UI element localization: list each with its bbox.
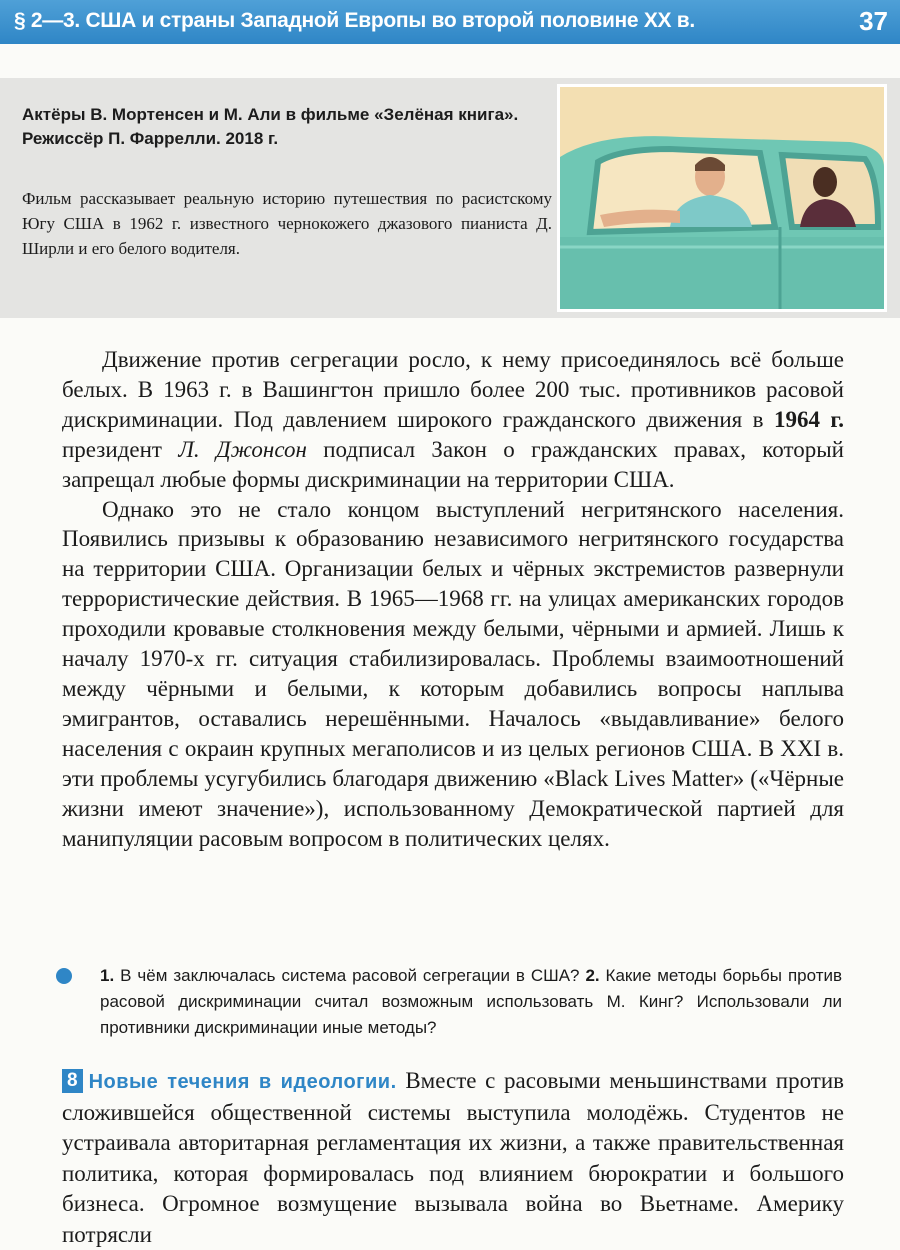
- section-number-badge: 8: [62, 1069, 83, 1093]
- film-still-illustration: [560, 87, 884, 309]
- paragraph1-text-3: подписал Закон о гражданских правах, который запрещал любые формы дискриминации на территории США.: [62, 436, 844, 492]
- chapter-title: § 2—3. США и страны Западной Европы во второй половине XX в.: [14, 9, 695, 32]
- questions-text: [100, 963, 842, 1041]
- page-number: 37: [859, 6, 888, 36]
- question-1-text: В чём заключалась система расовой сегрегации в США?: [114, 966, 586, 985]
- page-header: [0, 0, 900, 44]
- highlighted-year: 1964 г.: [773, 406, 844, 432]
- question-2-number: 2.: [585, 966, 600, 985]
- paragraph1-text: Движение против сегрегации росло, к нему присоединялось всё больше белых. В 1963 г. в Вашингтон пришло более 200 тыс. противников расовой дискриминации. Под давлением широкого гражданского движения в: [62, 347, 844, 432]
- paragraph1-text-2: президент: [62, 436, 179, 462]
- question-1-number: 1.: [100, 966, 115, 985]
- section-8: [62, 1066, 844, 1250]
- highlighted-person: Л. Джонсон: [178, 436, 307, 462]
- paragraph-extremism: Однако это не стало концом выступлений негритянского населения. Появились призывы к образованию независимого негритянского государства на территории США. Организации белых и чёрных экстремистов развернули террористические действия. В 1965—1968 гг. на улицах американских городов проходили кровавые столкновения между белыми, чёрными и армией. Лишь к началу 1970-х гг. ситуация стабилизировалась. Проблемы взаимоотношений между чёрными и белыми, к которым добавились вопросы наплыва эмигрантов, оставались нерешёнными. Началось «выдавливание» белого населения с окраин крупных мегаполисов и из целых регионов США. В XXI в. эти проблемы усугубились благодаря движению «Black Lives Matter» («Чёрные жизни имеют значение»), использованному Демократической партией для манипуляции расовым вопросом в политических целях.: [62, 496, 844, 851]
- photo-caption-text: Фильм рассказывает реальную историю путешествия по расистскому Югу США в 1962 г. известного чернокожего джазового пианиста Д. Ширли и его белого водителя.: [22, 189, 552, 258]
- main-text: [62, 345, 844, 853]
- paragraph-segregation: [62, 345, 844, 495]
- film-still-photo: [557, 84, 887, 312]
- bullet-dot-icon: [56, 968, 72, 984]
- section-heading: Новые течения в идеологии.: [88, 1071, 397, 1093]
- question-2-text: Какие методы борьбы против расовой дискриминации считал возможным использовать М. Кинг? Использовали ли противники дискриминации иные методы?: [100, 966, 843, 1037]
- section-8-text: Вместе с расовыми меньшинствами против сложившейся общественной системы выступила молодёжь. Студентов не устраивала авторитарная регламентация их жизни, а также правительственная политика, которая формировалась под влиянием бюрократии и большого бизнеса. Огромное возмущение вызывала война во Вьетнаме. Америку потрясли: [62, 1068, 844, 1247]
- photo-caption-title: Актёры В. Мортенсен и М. Али в фильме «Зелёная книга». Режиссёр П. Фаррелли. 2018 г.: [22, 105, 519, 148]
